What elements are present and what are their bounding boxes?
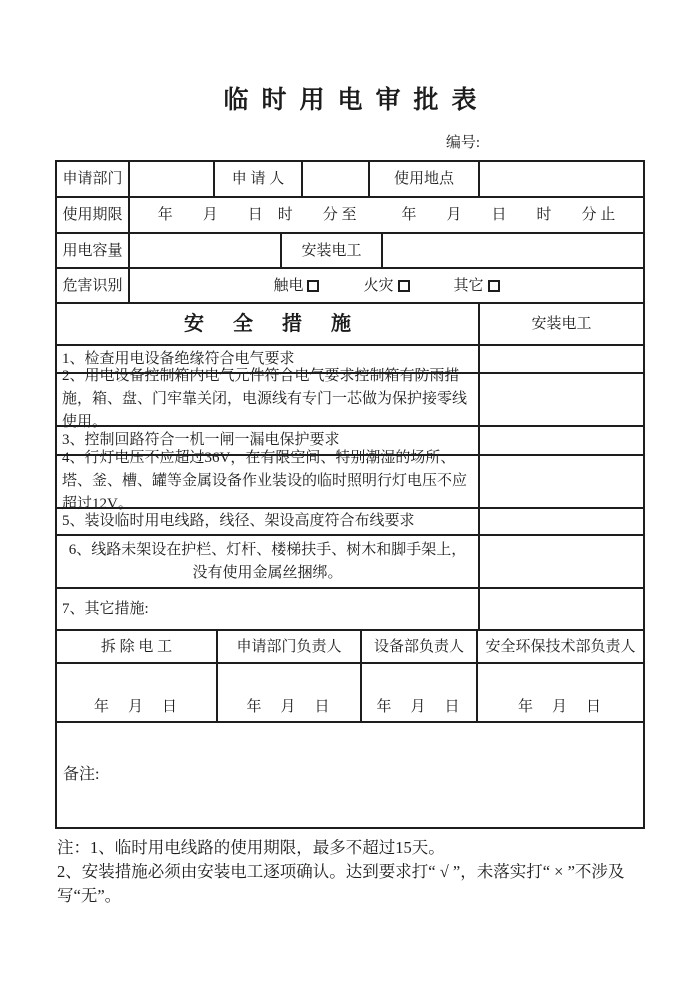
measure-row-2 [57,368,643,430]
apply-dept-head-sign-cell[interactable] [216,664,360,721]
measure-item-7: 7、其它措施: [62,600,149,617]
footnote-2: 2、安装措施必须由安装电工逐项确认。达到要求打“ √ ”，未落实打“ × ”不涉及写“无”。 [57,862,625,905]
period-label: 使用期限 [62,207,123,223]
serial-number-label: 编号: [445,135,480,151]
other-checkbox[interactable] [488,280,500,292]
apply-dept-head-date: 年 月 日 [246,699,332,715]
measure-item-6: 6、线路未架设在护栏、灯杆、楼梯扶手、树木和脚手架上，没有使用金属丝捆绑。 [68,541,467,581]
removal-electrician-header: 拆 除 电 工 [100,638,173,655]
location-label: 使用地点 [368,162,478,196]
equipment-dept-head-sign-cell[interactable] [360,664,476,721]
row-remark [57,721,643,827]
capacity-label: 用电容量 [62,242,123,259]
measure-row-6 [57,534,643,587]
removal-electrician-date: 年 月 日 [93,699,179,715]
location-input-cell[interactable] [478,162,643,196]
equipment-dept-head-header: 设备部负责人 [360,631,476,662]
remark-input-cell[interactable] [57,723,643,827]
row-capacity [57,232,643,267]
hazard-option-electric-shock-label: 触电 [273,277,304,294]
row-signoff-dates [57,662,643,721]
applicant-input-cell[interactable] [301,162,368,196]
measure-row-7 [57,587,643,629]
apply-dept-input-cell[interactable] [128,162,213,196]
page-title: 临时用电审批表 [223,87,490,114]
hazard-option-fire[interactable] [363,275,409,297]
hazard-label: 危害识别 [62,277,123,294]
measures-installer-column-header: 安装电工 [478,304,643,344]
measure-check-cell-4[interactable] [478,456,643,507]
apply-dept-head-header: 申请部门负责人 [216,631,360,662]
safety-env-tech-head-sign-cell[interactable] [476,664,643,721]
measure-item-5: 5、装设临时用电线路，线径、架设高度符合布线要求 [62,513,415,529]
measure-item-3: 3、控制回路符合一机一闸一漏电保护要求 [62,432,340,448]
footnote-1: 注：1、临时用电线路的使用期限，最多不超过15天。 [57,838,445,857]
row-hazard [57,267,643,302]
measure-check-cell-5[interactable] [478,509,643,534]
hazard-options-cell [128,269,643,302]
equipment-dept-head-date: 年 月 日 [376,699,462,715]
installer-input-cell[interactable] [381,234,643,267]
hazard-option-electric-shock[interactable] [273,275,319,297]
row-measures-header [57,302,643,344]
applicant-label: 申 请 人 [213,162,301,196]
measure-check-cell-3[interactable] [478,427,643,454]
footnotes [57,836,643,908]
electric-shock-checkbox[interactable] [307,280,319,292]
measure-check-cell-1[interactable] [478,346,643,372]
measure-item-2: 2、用电设备控制箱内电气元件符合电气要求控制箱有防雨措施，箱、盘、门牢靠关闭，电源线有专门一芯做为保护接零线使用。 [62,368,468,430]
measures-section-title: 安 全 措 施 [184,313,363,335]
measure-row-5 [57,507,643,534]
measure-row-4 [57,450,643,512]
period-input-cell[interactable]: 年 月 日 时 分 至 年 月 日 时 分 止 [128,198,643,232]
measure-item-1: 1、检查用电设备绝缘符合电气要求 [62,350,295,367]
measure-item-4: 4、行灯电压不应超过36V，在有限空间、特别潮湿的场所、塔、釜、槽、罐等金属设备作业装设的临时照明行灯电压不应超过12V。 [62,450,468,512]
capacity-input-cell[interactable] [128,234,280,267]
removal-electrician-sign-cell[interactable] [57,664,216,721]
safety-env-tech-head-date: 年 月 日 [517,699,603,715]
apply-dept-label: 申请部门 [62,171,123,187]
approval-form-table [55,160,645,829]
row-period [57,196,643,232]
measure-check-cell-6[interactable] [478,536,643,587]
row-basic-info [57,162,643,196]
remark-label: 备注: [63,766,100,783]
hazard-option-other-label: 其它 [453,277,484,294]
row-signoff-header [57,629,643,662]
hazard-option-other[interactable] [454,275,500,297]
measure-check-cell-2[interactable] [478,374,643,425]
installer-label: 安装电工 [280,234,381,267]
measure-check-cell-7[interactable] [478,589,643,629]
hazard-option-fire-label: 火灾 [363,277,394,294]
safety-env-tech-head-header: 安全环保技术部负责人 [476,631,643,662]
fire-checkbox[interactable] [398,280,410,292]
